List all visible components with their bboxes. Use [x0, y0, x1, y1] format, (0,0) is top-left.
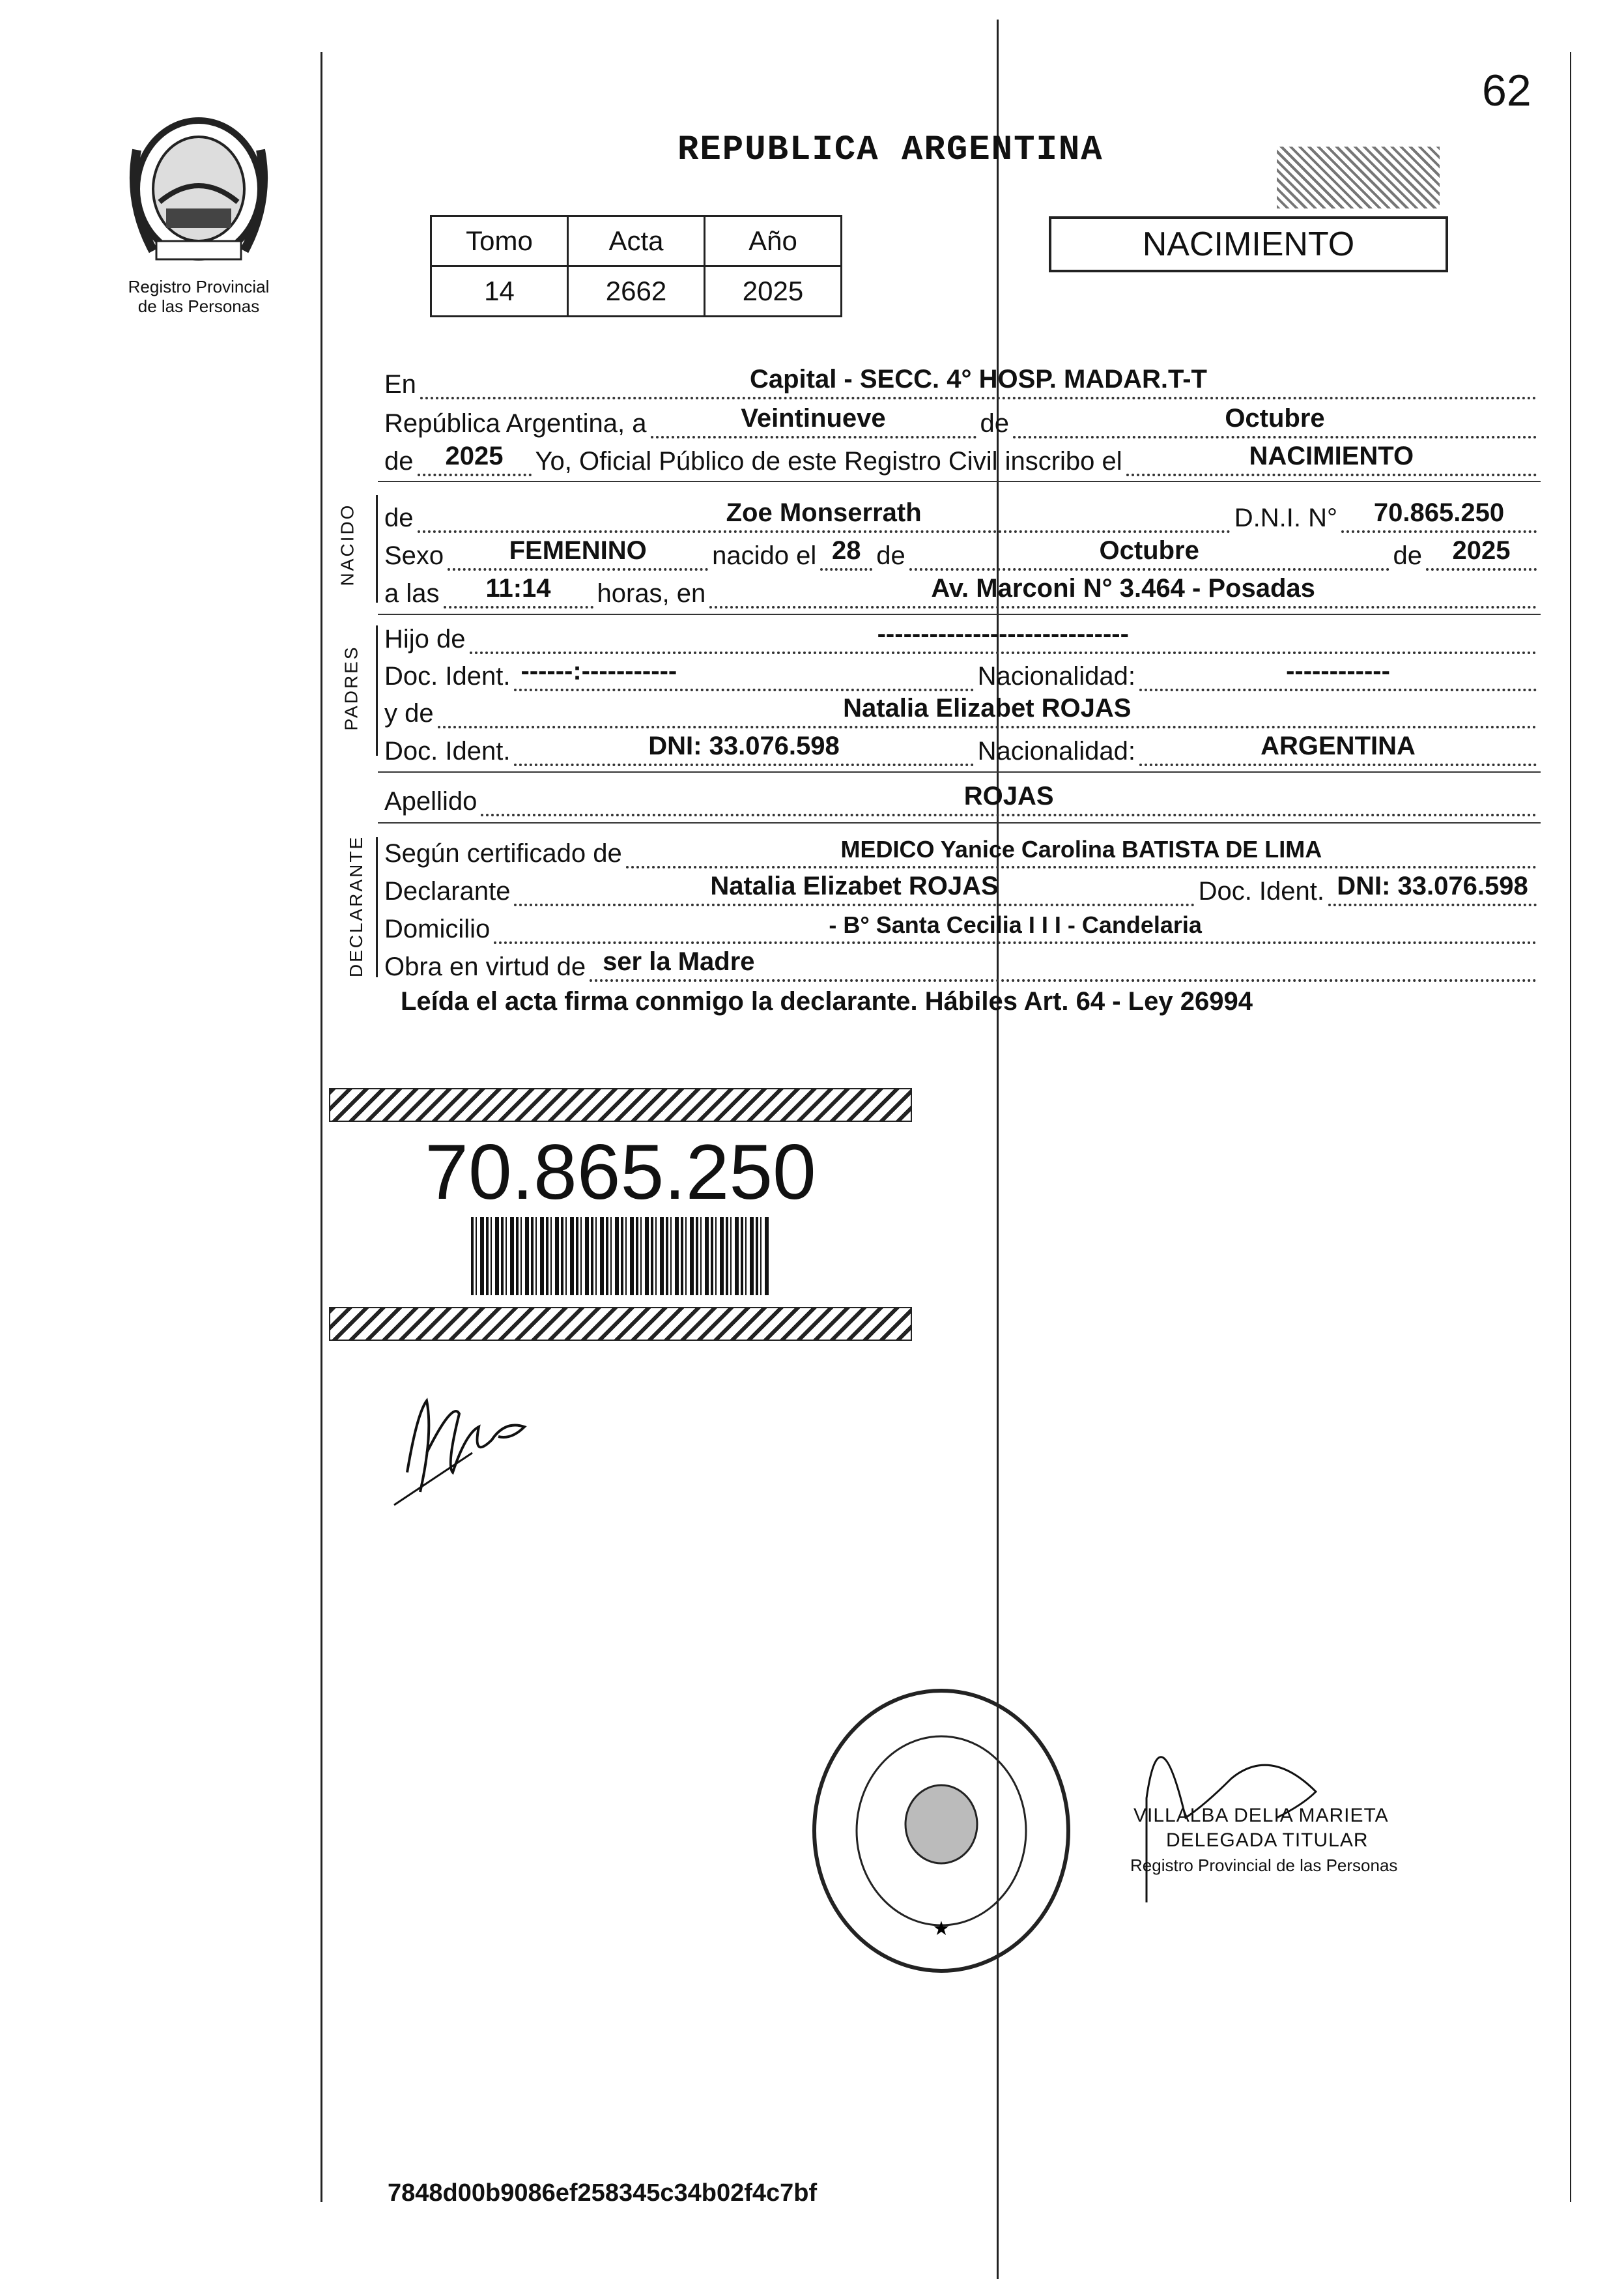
- month-value: Octubre: [1225, 404, 1325, 433]
- decl-value: Natalia Elizabet ROJAS: [710, 872, 999, 900]
- father-nac-value: ------------: [1286, 657, 1390, 685]
- closing-text: Leída el acta firma conmigo la declarante. Hábiles Art. 64 - Ley 26994: [401, 987, 1253, 1016]
- official-org: Registro Provincial de las Personas: [1130, 1856, 1398, 1875]
- row-father-doc: [384, 653, 1541, 691]
- logo-caption-line1: Registro Provincial: [128, 277, 270, 296]
- father-nac-label: Nacionalidad:: [977, 662, 1135, 691]
- right-margin-line: [1570, 52, 1571, 2202]
- apellido-value: ROJAS: [963, 782, 1054, 810]
- sexo-value: FEMENINO: [509, 536, 647, 565]
- de-label-month: de: [876, 541, 905, 570]
- dom-label: Domicilio: [384, 915, 491, 943]
- divider-nacido: [378, 614, 1541, 615]
- table-value-tomo: 14: [431, 266, 568, 317]
- de-label: de: [980, 409, 1009, 438]
- page-title: REPUBLICA ARGENTINA: [677, 130, 1104, 170]
- page-number: 62: [1482, 66, 1531, 115]
- record-table: [430, 215, 842, 317]
- apellido-label: Apellido: [384, 787, 477, 816]
- republica-label: República Argentina, a: [384, 409, 647, 438]
- table-value-acta: 2662: [568, 266, 705, 317]
- row-apellido: [384, 779, 1541, 816]
- logo-caption: [107, 277, 290, 316]
- row-republica: [384, 401, 1541, 438]
- table-header-tomo: Tomo: [431, 216, 568, 266]
- record-type-box: NACIMIENTO: [1049, 216, 1448, 272]
- father-value: -----------------------------: [877, 620, 1129, 648]
- row-nacido-name: [384, 495, 1541, 533]
- decl-doc-label: Doc. Ident.: [1198, 877, 1324, 906]
- year-value: 2025: [445, 442, 504, 470]
- row-domicilio: [384, 906, 1541, 944]
- de-label-year: de: [1393, 541, 1422, 570]
- nacido-el-label: nacido el: [712, 541, 817, 570]
- mother-nac-value: ARGENTINA: [1261, 732, 1416, 760]
- divider-padres: [378, 771, 1541, 773]
- child-dni-value: 70.865.250: [1373, 498, 1505, 527]
- obra-label: Obra en virtud de: [384, 953, 586, 981]
- sticker-dni-number: 70.865.250: [425, 1128, 816, 1216]
- event-value: NACIMIENTO: [1249, 442, 1414, 470]
- sticker-bottom-band: [329, 1307, 912, 1341]
- declarante-label: DECLARANTE: [346, 835, 367, 978]
- mother-doc-value: DNI: 33.076.598: [648, 732, 840, 760]
- hijo-label: Hijo de: [384, 625, 466, 653]
- row-en: [384, 362, 1541, 399]
- official-title: DELEGADA TITULAR: [1166, 1829, 1369, 1851]
- table-value-ano: 2025: [705, 266, 842, 317]
- birth-year-value: 2025: [1452, 536, 1511, 565]
- row-year: [384, 438, 1541, 476]
- province-logo: [121, 111, 277, 274]
- dni-sticker: [329, 1088, 912, 1323]
- cert-value: MEDICO Yanice Carolina BATISTA DE LIMA: [840, 836, 1322, 863]
- table-header-ano: Año: [705, 216, 842, 266]
- padres-label: PADRES: [341, 645, 362, 731]
- day-value: Veintinueve: [741, 404, 886, 433]
- dom-value: - B° Santa Cecilia I I I - Candelaria: [829, 911, 1202, 938]
- cert-label: Según certificado de: [384, 839, 622, 868]
- de-label-name: de: [384, 504, 414, 532]
- document-hash: 7848d00b9086ef258345c34b02f4c7bf: [388, 2179, 818, 2207]
- row-sexo: [384, 533, 1541, 571]
- horas-label: horas, en: [597, 579, 706, 608]
- obra-value: ser la Madre: [603, 947, 755, 976]
- divider-intro: [378, 481, 1541, 482]
- mother-doc-label: Doc. Ident.: [384, 737, 511, 766]
- svg-text:★: ★: [932, 1917, 950, 1940]
- yde-label: y de: [384, 699, 434, 728]
- official-stamp: [805, 1681, 1078, 1981]
- father-doc-label: Doc. Ident.: [384, 662, 511, 691]
- birth-month-value: Octubre: [1099, 536, 1199, 565]
- sticker-top-band: [329, 1088, 912, 1122]
- mother-nac-label: Nacionalidad:: [977, 737, 1135, 766]
- nacido-bracket: [376, 495, 378, 603]
- row-mother-doc: [384, 728, 1541, 766]
- decl-label: Declarante: [384, 877, 511, 906]
- child-name-value: Zoe Monserrath: [726, 498, 922, 527]
- declarante-bracket: [376, 837, 378, 977]
- alas-label: a las: [384, 579, 440, 608]
- row-hora: [384, 571, 1541, 609]
- en-label: En: [384, 370, 416, 399]
- padres-bracket: [376, 625, 378, 756]
- row-certificado: [384, 831, 1541, 868]
- father-doc-value: ------:-----------: [520, 657, 677, 685]
- birth-day-value: 28: [832, 536, 861, 565]
- official-name: VILLALBA DELIA MARIETA: [1133, 1805, 1389, 1826]
- logo-caption-line2: de las Personas: [137, 296, 260, 316]
- barcode: [471, 1217, 771, 1295]
- nacido-label: NACIDO: [337, 503, 358, 586]
- row-declarante: [384, 868, 1541, 906]
- decl-doc-value: DNI: 33.076.598: [1337, 872, 1528, 900]
- mother-value: Natalia Elizabet ROJAS: [843, 694, 1132, 723]
- declarante-signature: [381, 1375, 550, 1518]
- hologram-seal: [1277, 147, 1440, 208]
- dni-label: D.N.I. N°: [1234, 504, 1337, 532]
- left-margin-line: [321, 52, 322, 2202]
- row-obra: [384, 944, 1541, 982]
- divider-apellido: [378, 822, 1541, 824]
- place-value: Capital - SECC. 4° HOSP. MADAR.T-T: [749, 365, 1207, 394]
- birth-place-value: Av. Marconi N° 3.464 - Posadas: [931, 574, 1315, 603]
- de2-label: de: [384, 447, 414, 476]
- time-value: 11:14: [485, 574, 551, 603]
- row-hijo: [384, 616, 1541, 654]
- sexo-label: Sexo: [384, 541, 444, 570]
- row-ymadre: [384, 691, 1541, 728]
- table-header-acta: Acta: [568, 216, 705, 266]
- oficial-text: Yo, Oficial Público de este Registro Civil inscribo el: [535, 447, 1122, 476]
